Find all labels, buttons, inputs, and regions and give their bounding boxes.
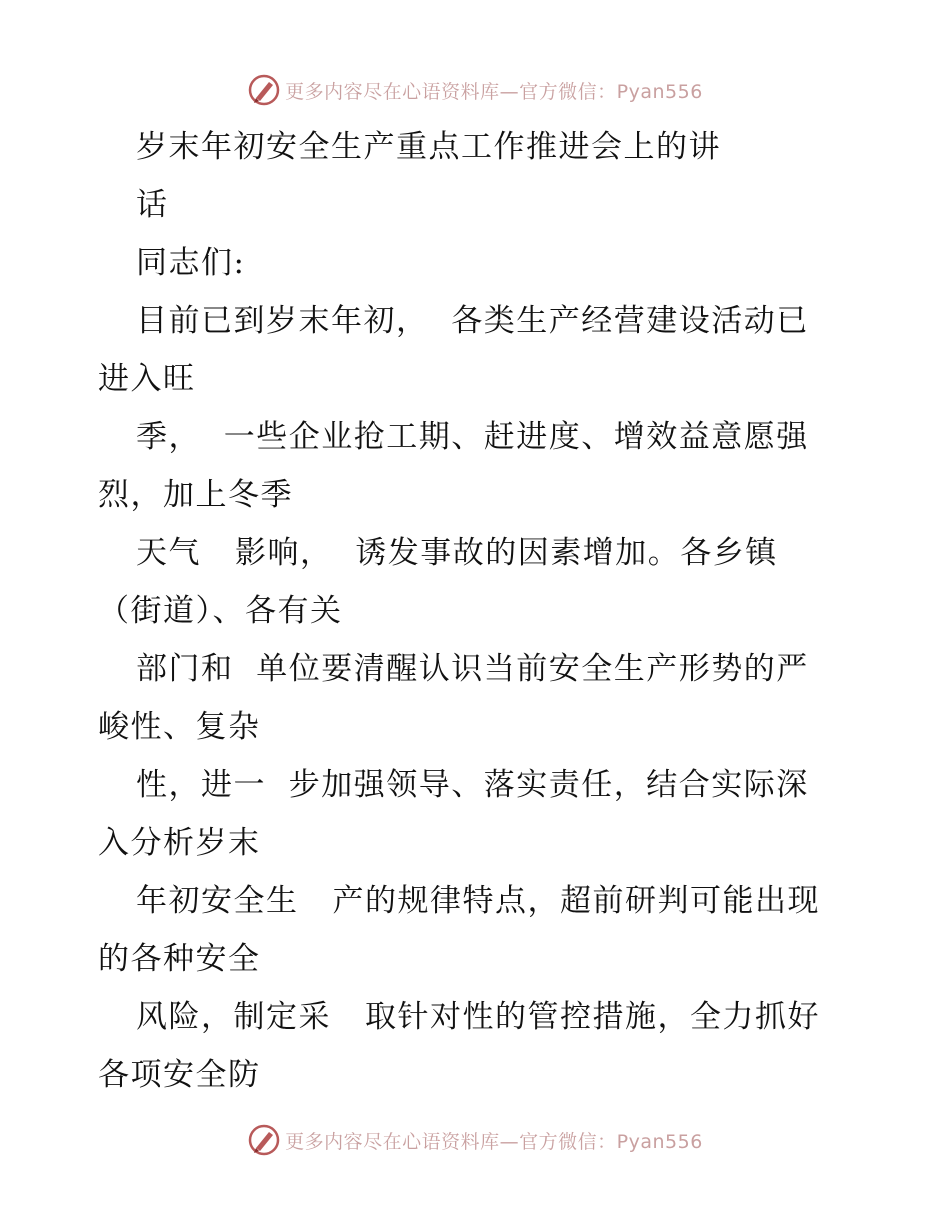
body-line: 性，进一 步加强领导、落实责任，结合实际深 [136, 767, 809, 803]
footer-banner [0, 1120, 950, 1160]
document-body [98, 118, 858, 1104]
body-line: 季， 一些企业抢工期、赶进度、增效益意愿强 [136, 419, 809, 455]
body-line: 烈，加上冬季 [98, 477, 293, 513]
body-line: （街道）、各有关 [98, 593, 343, 629]
body-line: 峻性、复杂 [98, 709, 261, 745]
pen-logo-icon [247, 73, 281, 107]
banner-text: 更多内容尽在心语资料库—官方微信：Pyan556 [285, 80, 703, 103]
document-title: 岁末年初安全生产重点工作推进会上的讲 [136, 129, 721, 165]
greeting: 同志们: [136, 245, 246, 281]
body-line: 入分析岁末 [98, 825, 261, 861]
body-line: 部门和 单位要清醒认识当前安全生产形势的严 [136, 651, 809, 687]
body-line: 各项安全防 [98, 1057, 261, 1093]
body-line: 年初安全生 产的规律特点，超前研判可能出现 [136, 883, 821, 919]
banner-text: 更多内容尽在心语资料库—官方微信：Pyan556 [285, 1130, 703, 1153]
header-banner [0, 70, 950, 110]
body-line: 天气 影响， 诱发事故的因素增加。各乡镇 [136, 535, 778, 571]
body-line: 目前已到岁末年初， 各类生产经营建设活动已 [136, 303, 809, 339]
body-line: 风险，制定采 取针对性的管控措施，全力抓好 [136, 999, 821, 1035]
document-title-continued: 话 [136, 187, 169, 223]
body-line: 的各种安全 [98, 941, 261, 977]
pen-logo-icon [247, 1123, 281, 1157]
body-line: 进入旺 [98, 361, 196, 397]
